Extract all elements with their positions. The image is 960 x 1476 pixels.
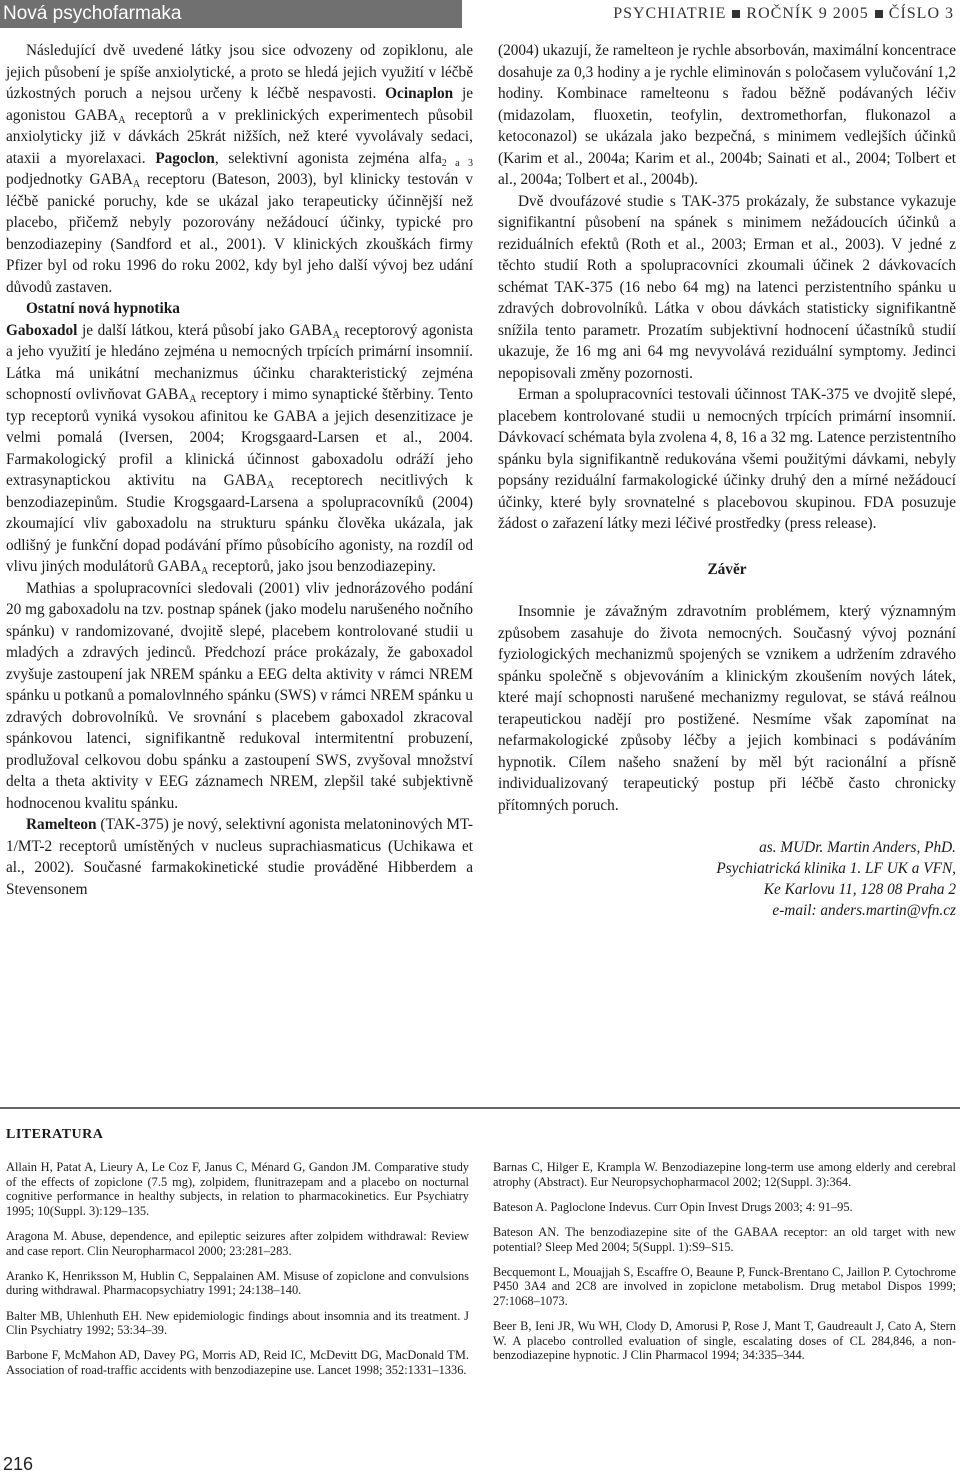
- section-heading: Ostatní nová hypnotika: [26, 300, 180, 317]
- reference-item: Beer B, Ieni JR, Wu WH, Clody D, Amorusi P, Rose J, Mant T, Gaudreault J, Cato A, Stern W. A placebo controlled evaluation of single, escalating doses of CL 284,846, a non-benzodiazepine hypnotic. J Clin Pharmacol 1994; 34:335–344.: [493, 1319, 956, 1363]
- author-block: [498, 837, 956, 921]
- paragraph: Gaboxadol je další látkou, která působí jako $GABA_A$ receptorový agonista a jeho využití je hledáno zejména u nemocných trpících primární insomnií. Látka má unikátní mechanizmus účinku charakteristický zejména schopností ovlivňovat $GABA_A$ receptory i mimo synaptické štěrbiny. Tento typ receptorů vyniká vysokou afinitou ke GABA a jejich desenzitizace je velmi pomalá (Iversen, 2004; Krogsgaard-Larsen et al., 2004. Farmakologický profil a klinická účinnost gaboxadolu odráží jeho extrasynaptickou aktivitu na $GABA_A$ receptorech necitlivých k benzodiazepinům. Studie Krogsgaard-Larsena a spolupracovníků (2004) zkoumající vliv gaboxadolu na strukturu spánku člověka ukázala, jak odlišný je funkční dopad podávání přímo působícího agonisty, na rozdíl od vlivu jiných modulátorů $GABA_A$ receptorů, jako jsou benzodiazepiny.: [6, 321, 473, 577]
- reference-item: Barnas C, Hilger E, Krampla W. Benzodiazepine long-term use among elderly and cerebral atrophy (Abstract). Eur Neuropsychopharmacol 2002; 12(Suppl. 3):364.: [493, 1160, 956, 1189]
- left-column: [6, 40, 473, 900]
- right-column: [498, 40, 956, 921]
- paragraph: Erman a spolupracovníci testovali účinnost TAK-375 ve dvojitě slepé, placebem kontrolované studii u nemocných trpících primární insomnií. Dávkovací schémata byla zvolena 4, 8, 16 a 32 mg. Latence perzistentního spánku byla signifikantně redukována všemi použitými dávkami, nebyly popsány reziduální farmakologické účinky druhý den a mírné nežádoucí účinky, které byly srovnatelné s placebovou skupinou. FDA posuzuje žádost o zařazení látky mezi léčivé prostředky (press release).: [498, 386, 956, 532]
- paragraph: Mathias a spolupracovníci sledovali (2001) vliv jednorázového podání 20 mg gaboxadolu na tzv. postnap spánek (jako modelu narušeného nočního spánku) v randomizované, dvojitě slepé, placebem kontrolované studii u mladých a zdravých jedinců. Předchozí práce prokázaly, že gaboxadol zvyšuje zastoupení jak NREM spánku a EEG delta aktivity v rámci NREM spánku u potkanů a pomalovlnného spánku (SWS) v rámci NREM spánku u zdravých dobrovolníků. Ve srovnání s placebem gaboxadol zkracoval spánkovou latenci, signifikantně redukoval intermitentní probuzení, prodlužoval celkovou dobu spánku a zastoupení SWS, zvyšoval množství delta a theta aktivity v EEG záznamech NREM, zlepšil také subjektivně hodnocenou kvalitu spánku.: [6, 579, 473, 812]
- paragraph: Následující dvě uvedené látky jsou sice odvozeny od zopiklonu, ale jejich působení je spíše anxiolytické, a proto se hledá jejich využití v léčbě úzkostných poruch a nejsou určeny k léčbě nespavosti. Ocinaplon je agonistou $GABA_A$ receptorů a v preklinických experimentech působil anxiolyticky již v dávkách 25krát nižších, než které vyvolávaly sedaci, ataxii a myorelaxaci. Pagoclon, selektivní agonista zejména alfa$_{2 a 3}$ podjednotky $GABA_A$ receptoru (Bateson, 2003), byl klinicky testován v léčbě panické poruchy, kde se ukázal jako terapeuticky účinnější než placebo, přičemž nebyly pozorovány nežádoucí účinky, typické pro benzodiazepiny (Sandford et al., 2001). V klinických zkouškách firmy Pfizer byl od roku 1996 do roku 2002, kdy byl jeho další vývoj bez udání důvodů zastaven.: [6, 42, 473, 296]
- separator-square-icon: [875, 10, 883, 18]
- reference-item: Becquemont L, Mouajjah S, Escaffre O, Beaune P, Funck-Brentano C, Jaillon P. Cytochrome P450 3A4 and 2C8 are involved in zopiclone metabolism. Drug metabol Dispos 1999; 27:1068–1073.: [493, 1264, 956, 1308]
- paragraph: (2004) ukazují, že ramelteon je rychle absorbován, maximální koncentrace dosahuje za 0,3 hodiny a je rychle eliminován s poločasem vylučování 1,2 hodiny. Kombinace ramelteonu s řadou běžně podávaných léčiv (midazolam, fluoxetin, teofylin, dextromethorfan, flukonazol a ketoconazol) se ukázala jako bezpečná, s minimem vedlejších účinků (Karim et al., 2004a; Karim et al., 2004b; Sainati et al., 2004; Tolbert et al., 2004a; Tolbert et al., 2004b).: [498, 42, 956, 188]
- separator-square-icon: [732, 10, 740, 18]
- author-address: Ke Karlovu 11, 128 08 Praha 2: [763, 881, 956, 898]
- reference-item: Aranko K, Henriksson M, Hublin C, Seppalainen AM. Misuse of zopiclone and convulsions during withdrawal. Pharmacopsychiatry 1991; 24:138–140.: [6, 1268, 469, 1298]
- references-left: [6, 1160, 469, 1388]
- reference-item: Aragona M. Abuse, dependence, and epileptic seizures after zolpidem withdrawal: Review and case report. Clin Neuropharmacol 2000; 23:281–283.: [6, 1228, 469, 1258]
- drug-name: Ocinaplon: [385, 85, 454, 102]
- reference-item: Bateson AN. The benzodiazepine site of the GABAA receptor: an old target with new potential? Sleep Med 2004; 5(Suppl. 1):S9–S15.: [493, 1224, 956, 1254]
- reference-item: Allain H, Patat A, Lieury A, Le Coz F, Janus C, Ménard G, Gandon JM. Comparative study of the effects of zopiclone (7.5 mg), zolpidem, flunitrazepam and a placebo on nocturnal cognitive performance in healthy subjects, in relation to pharmacokinetics. Eur Psychiatry 1995; 10(Suppl. 3):129–135.: [6, 1160, 469, 1218]
- author-email: e-mail: anders.martin@vfn.cz: [772, 902, 956, 919]
- journal-header: [613, 0, 954, 28]
- page-number: 216: [3, 1454, 34, 1474]
- divider: [0, 1107, 960, 1109]
- references-right: [493, 1160, 956, 1374]
- journal-year: 2005: [832, 5, 869, 22]
- reference-item: Balter MB, Uhlenhuth EH. New epidemiologic findings about insomnia and its treatment. J Clin Psychiatry 1992; 53:34–39.: [6, 1308, 469, 1338]
- paragraph: Dvě dvoufázové studie s TAK-375 prokázaly, že substance vykazuje signifikantní působení na spánek s minimem nežádoucích účinků a reziduálních efektů (Roth et al., 2003; Erman et al., 2003). V jedné z těchto studií Roth a spolupracovníci zkoumali účinek 2 dávkovacích schémat TAK-375 (16 nebo 64 mg) na latenci perzistentního spánku u zdravých dobrovolníků. Látka v obou dávkách statisticky signifikantně snížila tento parametr. Prozatím subjektivní hodnocení účastníků studií ukazuje, že 16 mg ani 64 mg nevyvolává reziduální symptomy. Jedinci nepopisovali změny pozornosti.: [498, 192, 956, 382]
- drug-name: Ramelteon: [26, 816, 97, 833]
- author-name: as. MUDr. Martin Anders, PhD.: [759, 839, 956, 856]
- conclusion-heading: Závěr: [707, 560, 747, 578]
- reference-item: Barbone F, McMahon AD, Davey PG, Morris AD, Reid IC, McDevitt DG, MacDonald TM. Association of road-traffic accidents with benzodiazepine use. Lancet 1998; 352:1331–1336.: [6, 1348, 469, 1377]
- drug-name: Pagoclon: [155, 149, 215, 167]
- paragraph: Ramelteon (TAK-375) je nový, selektivní agonista melatoninových MT-1/MT-2 receptorů umístěných v nucleus suprachiasmaticus (Uchikawa et al., 2002). Současné farmakokinetické studie prováděné Hibberdem a Stevensonem: [6, 816, 473, 898]
- literature-heading: LITERATURA: [6, 1127, 104, 1142]
- drug-name: Gaboxadol: [6, 321, 78, 339]
- journal-volume: ROČNÍK 9: [746, 5, 828, 22]
- paragraph: Insomnie je závažným zdravotním problémem, který významným způsobem zasahuje do života nemocných. Současný vývoj poznání fyziologických mechanizmů spojených se vznikem a udržením zdravého spánku společně s objevováním a klinickým zkoušením nových látek, které mají schopnosti narušené mechanizmy regulovat, se stává reálnou terapeutickou nadějí pro postižené. Nesmíme však zapomínat na nefarmakologické způsoby léčby a jejich kombinaci s podáváním hypnotik. Cílem našeho snažení by měl být racionální a přísně individualizovaný terapeutický postup při léčbě často chronicky přítomných poruch.: [498, 603, 956, 814]
- author-affiliation: Psychiatrická klinika 1. LF UK a VFN,: [716, 860, 956, 877]
- section-title: Nová psychofarmaka: [0, 0, 462, 28]
- journal-issue: ČÍSLO 3: [888, 5, 954, 22]
- reference-item: Bateson A. Pagloclone Indevus. Curr Opin Invest Drugs 2003; 4: 91–95.: [493, 1199, 853, 1214]
- journal-name: PSYCHIATRIE: [613, 5, 727, 22]
